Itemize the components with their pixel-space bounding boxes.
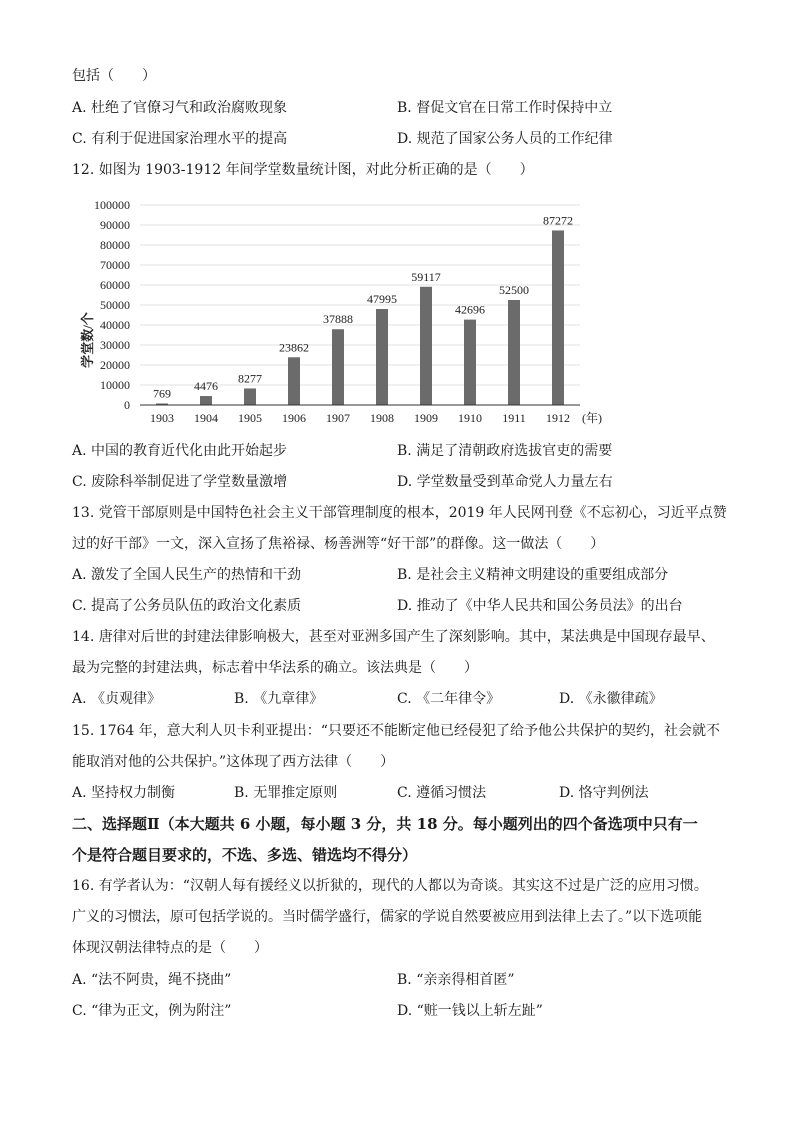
q12-option-a[interactable]: A. 中国的教育近代化由此开始起步	[72, 443, 288, 459]
x-tick-label-1904: 1904	[194, 411, 218, 425]
y-tick-label-6: 60000	[100, 278, 130, 292]
q15-stem-line1: 15. 1764 年，意大利人贝卡利亚提出：“只要还不能断定他已经侵犯了给予他公共保护的契约，社会就不	[72, 723, 720, 739]
q13-stem-line2: 过的好干部》一文，深入宣扬了焦裕禄、杨善洲等“好干部”的群像。这一做法（ ）	[72, 536, 605, 552]
bar-1908	[376, 309, 388, 405]
value-label-1905: 8277	[238, 371, 262, 386]
q11-option-b[interactable]: B. 督促文官在日常工作时保持中立	[397, 100, 613, 116]
q12-option-d[interactable]: D. 学堂数量受到革命党人力量左右	[397, 474, 613, 490]
bar-1909	[420, 287, 432, 405]
q11-option-c[interactable]: C. 有利于促进国家治理水平的提高	[72, 131, 288, 147]
x-tick-label-1910: 1910	[458, 411, 482, 425]
q11-option-a[interactable]: A. 杜绝了官僚习气和政治腐败现象	[72, 100, 288, 116]
q15-option-b[interactable]: B. 无罪推定原则	[234, 785, 338, 801]
bar-1910	[464, 320, 476, 405]
y-tick-label-0: 0	[124, 398, 130, 412]
value-label-1912: 87272	[543, 213, 573, 228]
y-tick-label-2: 20000	[100, 358, 130, 372]
q16-option-b[interactable]: B. “亲亲得相首匿”	[397, 972, 515, 988]
x-tick-label-1907: 1907	[326, 411, 350, 425]
y-tick-label-5: 50000	[100, 298, 130, 312]
value-label-1907: 37888	[323, 312, 353, 327]
y-tick-label-7: 70000	[100, 258, 130, 272]
value-label-1903: 769	[153, 386, 171, 401]
q14-option-b[interactable]: B. 《九章律》	[234, 691, 324, 707]
y-tick-label-8: 80000	[100, 238, 130, 252]
y-tick-label-9: 90000	[100, 218, 130, 232]
bar-1906	[288, 357, 300, 405]
chart-y-axis-label: 学堂数/个	[80, 312, 95, 368]
q13-option-d[interactable]: D. 推动了《中华人民共和国公务员法》的出台	[397, 598, 683, 614]
q15-option-d[interactable]: D. 恪守判例法	[559, 785, 649, 801]
value-label-1909: 59117	[411, 269, 441, 284]
y-tick-label-3: 30000	[100, 338, 130, 352]
q14-option-c[interactable]: C. 《二年律令》	[397, 691, 501, 707]
value-label-1904: 4476	[194, 379, 218, 394]
q16-stem-line2: 广义的习惯法，原可包括学说的。当时儒学盛行，儒家的学说自然要被应用到法律上去了。”以下选项能	[72, 909, 703, 925]
value-label-1911: 52500	[499, 283, 529, 297]
school-count-bar-chart	[70, 190, 610, 430]
q15-stem-line2: 能取消对他的公共保护。”这体现了西方法律（ ）	[72, 754, 395, 770]
bar-1907	[332, 329, 344, 405]
bar-1905	[244, 388, 256, 405]
x-tick-label-1909: 1909	[414, 411, 438, 425]
q14-option-a[interactable]: A. 《贞观律》	[72, 691, 162, 707]
q13-stem-line1: 13. 党管干部原则是中国特色社会主义干部管理制度的根本，2019 年人民网刊登《不忘初心，习近平点赞	[72, 505, 727, 521]
q16-stem-line3: 体现汉朝法律特点的是（ ）	[72, 940, 268, 956]
x-tick-label-1903: 1903	[150, 411, 174, 425]
x-tick-label-1911: 1911	[502, 411, 526, 425]
bar-1904	[200, 396, 212, 405]
section2-heading-line2: 个是符合题目要求的，不选、多选、错选均不得分）	[72, 846, 418, 864]
x-tick-label-1908: 1908	[370, 411, 394, 425]
y-tick-label-1: 10000	[100, 378, 130, 392]
q11-stem-tail: 包括（ ）	[72, 68, 156, 84]
q12-option-b[interactable]: B. 满足了清朝政府选拔官吏的需要	[397, 443, 613, 459]
q14-stem-line1: 14. 唐律对后世的封建法律影响极大，甚至对亚洲多国产生了深刻影响。其中，某法典是中国现存最早、	[72, 629, 715, 645]
bar-1912	[552, 230, 564, 405]
value-label-1910: 42696	[455, 302, 485, 317]
chart-x-tick-labels	[150, 411, 570, 425]
q12-option-c[interactable]: C. 废除科举制促进了学堂数量激增	[72, 474, 288, 490]
q15-option-c[interactable]: C. 遵循习惯法	[397, 785, 487, 801]
q16-option-c[interactable]: C. “律为正文，例为附注”	[72, 1003, 232, 1019]
section2-heading-line1: 二、选择题Ⅱ（本大题共 6 小题，每小题 3 分，共 18 分。每小题列出的四个备选项中只有一	[72, 815, 698, 833]
q16-stem-line1: 16. 有学者认为：“汉朝人每有援经义以折狱的，现代的人都以为奇谈。其实这不过是广泛的应用习惯。	[72, 878, 708, 894]
x-tick-label-1912: 1912	[546, 411, 570, 425]
q12-stem: 12. 如图为 1903-1912 年间学堂数量统计图，对此分析正确的是（ ）	[72, 162, 534, 178]
chart-y-tick-labels	[94, 198, 130, 412]
value-label-1908: 47995	[367, 292, 397, 307]
q13-option-b[interactable]: B. 是社会主义精神文明建设的重要组成部分	[397, 567, 669, 583]
x-tick-label-1905: 1905	[238, 411, 262, 425]
x-tick-label-1906: 1906	[282, 411, 306, 425]
chart-x-axis-unit: (年)	[582, 411, 602, 425]
q15-option-a[interactable]: A. 坚持权力制衡	[72, 785, 176, 801]
q16-option-d[interactable]: D. “赃一钱以上斩左趾”	[397, 1003, 543, 1019]
q16-option-a[interactable]: A. “法不阿贵，绳不挠曲”	[72, 972, 232, 988]
q13-option-a[interactable]: A. 激发了全国人民生产的热情和干劲	[72, 567, 302, 583]
y-tick-label-10: 100000	[94, 198, 130, 212]
y-tick-label-4: 40000	[100, 318, 130, 332]
bar-1911	[508, 300, 520, 405]
q14-stem-line2: 最为完整的封建法典，标志着中华法系的确立。该法典是（ ）	[72, 660, 478, 676]
value-label-1906: 23862	[279, 340, 309, 355]
q14-option-d[interactable]: D. 《永徽律疏》	[559, 691, 663, 707]
q13-option-c[interactable]: C. 提高了公务员队伍的政治文化素质	[72, 598, 302, 614]
q11-option-d[interactable]: D. 规范了国家公务人员的工作纪律	[397, 131, 613, 147]
